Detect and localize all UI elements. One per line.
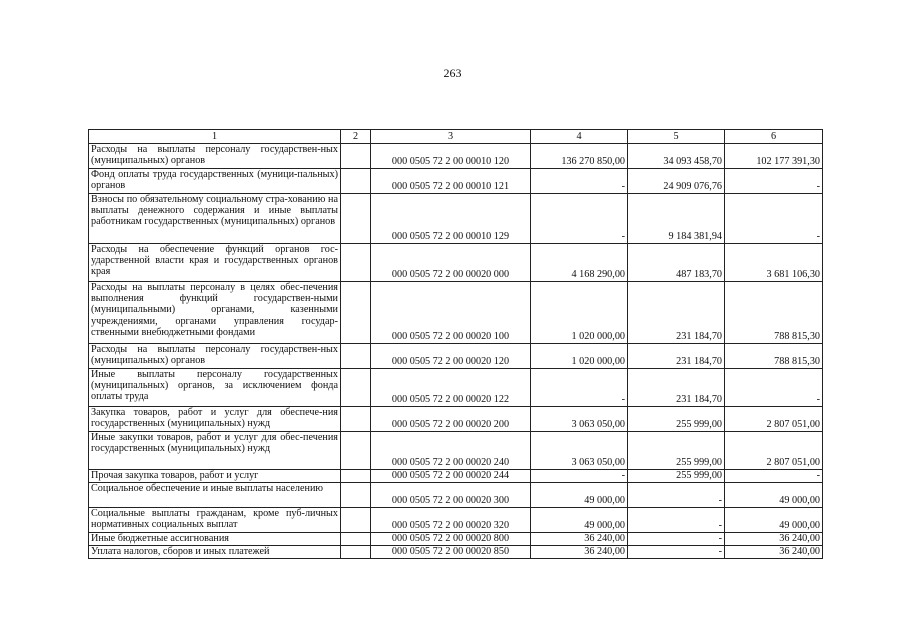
row-col5: -	[628, 508, 725, 533]
row-col4: -	[531, 194, 628, 244]
table-row	[89, 407, 823, 432]
table-row	[89, 194, 823, 244]
row-col6: -	[725, 369, 823, 407]
row-col4: -	[531, 369, 628, 407]
row-col2	[341, 546, 371, 559]
row-col2	[341, 169, 371, 194]
row-code: 000 0505 72 2 00 00010 129	[371, 194, 531, 244]
table-row	[89, 432, 823, 470]
row-col4: -	[531, 169, 628, 194]
row-col4: -	[531, 470, 628, 483]
row-name: Уплата налогов, сборов и иных платежей	[89, 546, 341, 559]
table-row	[89, 282, 823, 344]
row-code: 000 0505 72 2 00 00020 100	[371, 282, 531, 344]
table-row	[89, 244, 823, 282]
row-col5: -	[628, 533, 725, 546]
row-name: Расходы на выплаты персоналу государствен-ных (муниципальных) органов	[89, 344, 341, 369]
table-row	[89, 470, 823, 483]
row-col5: 255 999,00	[628, 432, 725, 470]
row-col2	[341, 369, 371, 407]
row-code: 000 0505 72 2 00 00020 320	[371, 508, 531, 533]
row-name: Иные бюджетные ассигнования	[89, 533, 341, 546]
row-name: Фонд оплаты труда государственных (муници-пальных) органов	[89, 169, 341, 194]
table-row	[89, 169, 823, 194]
row-code: 000 0505 72 2 00 00020 000	[371, 244, 531, 282]
row-col4: 36 240,00	[531, 533, 628, 546]
row-col5: 9 184 381,94	[628, 194, 725, 244]
row-col5: 255 999,00	[628, 407, 725, 432]
header-col-1: 1	[89, 130, 341, 144]
row-col5: 231 184,70	[628, 344, 725, 369]
table-row	[89, 144, 823, 169]
row-col2	[341, 194, 371, 244]
row-col4: 3 063 050,00	[531, 407, 628, 432]
row-code: 000 0505 72 2 00 00020 122	[371, 369, 531, 407]
row-name: Расходы на выплаты персоналу государствен-ных (муниципальных) органов	[89, 144, 341, 169]
row-col6: 36 240,00	[725, 546, 823, 559]
row-col4: 3 063 050,00	[531, 432, 628, 470]
row-col5: 24 909 076,76	[628, 169, 725, 194]
row-col5: 34 093 458,70	[628, 144, 725, 169]
row-name: Расходы на выплаты персоналу в целях обес-печения выполнения функций государствен-ными (муниципальными) органами, казенными учреждениями, органами управления государ-ственными внебюджетными фондами	[89, 282, 341, 344]
row-col5: 231 184,70	[628, 369, 725, 407]
row-col6: 102 177 391,30	[725, 144, 823, 169]
header-col-3: 3	[371, 130, 531, 144]
row-name: Прочая закупка товаров, работ и услуг	[89, 470, 341, 483]
row-name: Расходы на обеспечение функций органов гос-ударственной власти края и государственных органов края	[89, 244, 341, 282]
table-body	[89, 144, 823, 559]
row-col5: -	[628, 546, 725, 559]
row-col4: 1 020 000,00	[531, 282, 628, 344]
table-row	[89, 344, 823, 369]
row-col4: 49 000,00	[531, 508, 628, 533]
table-row	[89, 369, 823, 407]
row-col6: 49 000,00	[725, 508, 823, 533]
row-col6: -	[725, 194, 823, 244]
row-col4: 49 000,00	[531, 483, 628, 508]
header-col-5: 5	[628, 130, 725, 144]
row-col6: 788 815,30	[725, 282, 823, 344]
row-code: 000 0505 72 2 00 00020 850	[371, 546, 531, 559]
row-col2	[341, 470, 371, 483]
row-col2	[341, 432, 371, 470]
row-col5: 487 183,70	[628, 244, 725, 282]
row-col6: 2 807 051,00	[725, 432, 823, 470]
row-code: 000 0505 72 2 00 00020 244	[371, 470, 531, 483]
row-col4: 4 168 290,00	[531, 244, 628, 282]
row-name: Социальные выплаты гражданам, кроме пуб-личных нормативных социальных выплат	[89, 508, 341, 533]
row-col2	[341, 282, 371, 344]
row-name: Закупка товаров, работ и услуг для обеспече-ния государственных (муниципальных) нужд	[89, 407, 341, 432]
row-col2	[341, 144, 371, 169]
row-code: 000 0505 72 2 00 00010 120	[371, 144, 531, 169]
row-col2	[341, 508, 371, 533]
table-row	[89, 533, 823, 546]
row-col6: -	[725, 470, 823, 483]
row-col5: 255 999,00	[628, 470, 725, 483]
page-number: 263	[443, 66, 462, 80]
row-col4: 136 270 850,00	[531, 144, 628, 169]
row-col6: 3 681 106,30	[725, 244, 823, 282]
row-col5: -	[628, 483, 725, 508]
header-col-2: 2	[341, 130, 371, 144]
row-code: 000 0505 72 2 00 00020 120	[371, 344, 531, 369]
row-name: Социальное обеспечение и иные выплаты населению	[89, 483, 341, 508]
row-col2	[341, 533, 371, 546]
row-col6: -	[725, 169, 823, 194]
row-col2	[341, 483, 371, 508]
budget-table	[88, 129, 823, 559]
row-col4: 1 020 000,00	[531, 344, 628, 369]
row-code: 000 0505 72 2 00 00020 200	[371, 407, 531, 432]
row-col6: 49 000,00	[725, 483, 823, 508]
row-col2	[341, 344, 371, 369]
header-col-6: 6	[725, 130, 823, 144]
row-col6: 2 807 051,00	[725, 407, 823, 432]
row-col4: 36 240,00	[531, 546, 628, 559]
row-code: 000 0505 72 2 00 00020 300	[371, 483, 531, 508]
row-code: 000 0505 72 2 00 00010 121	[371, 169, 531, 194]
row-col2	[341, 244, 371, 282]
header-col-4: 4	[531, 130, 628, 144]
row-code: 000 0505 72 2 00 00020 240	[371, 432, 531, 470]
table-row	[89, 508, 823, 533]
row-col6: 36 240,00	[725, 533, 823, 546]
row-name: Иные закупки товаров, работ и услуг для обес-печения государственных (муниципальных) нужд	[89, 432, 341, 470]
row-name: Взносы по обязательному социальному стра-хованию на выплаты денежного содержания и иные выплаты работникам государственных (муниципальных) органов	[89, 194, 341, 244]
table-header	[89, 130, 823, 144]
row-col5: 231 184,70	[628, 282, 725, 344]
row-name: Иные выплаты персоналу государственных (муниципальных) органов, за исключением фонда оплаты труда	[89, 369, 341, 407]
table-row	[89, 546, 823, 559]
row-code: 000 0505 72 2 00 00020 800	[371, 533, 531, 546]
row-col2	[341, 407, 371, 432]
table-row	[89, 483, 823, 508]
header-row	[89, 130, 823, 144]
row-col6: 788 815,30	[725, 344, 823, 369]
